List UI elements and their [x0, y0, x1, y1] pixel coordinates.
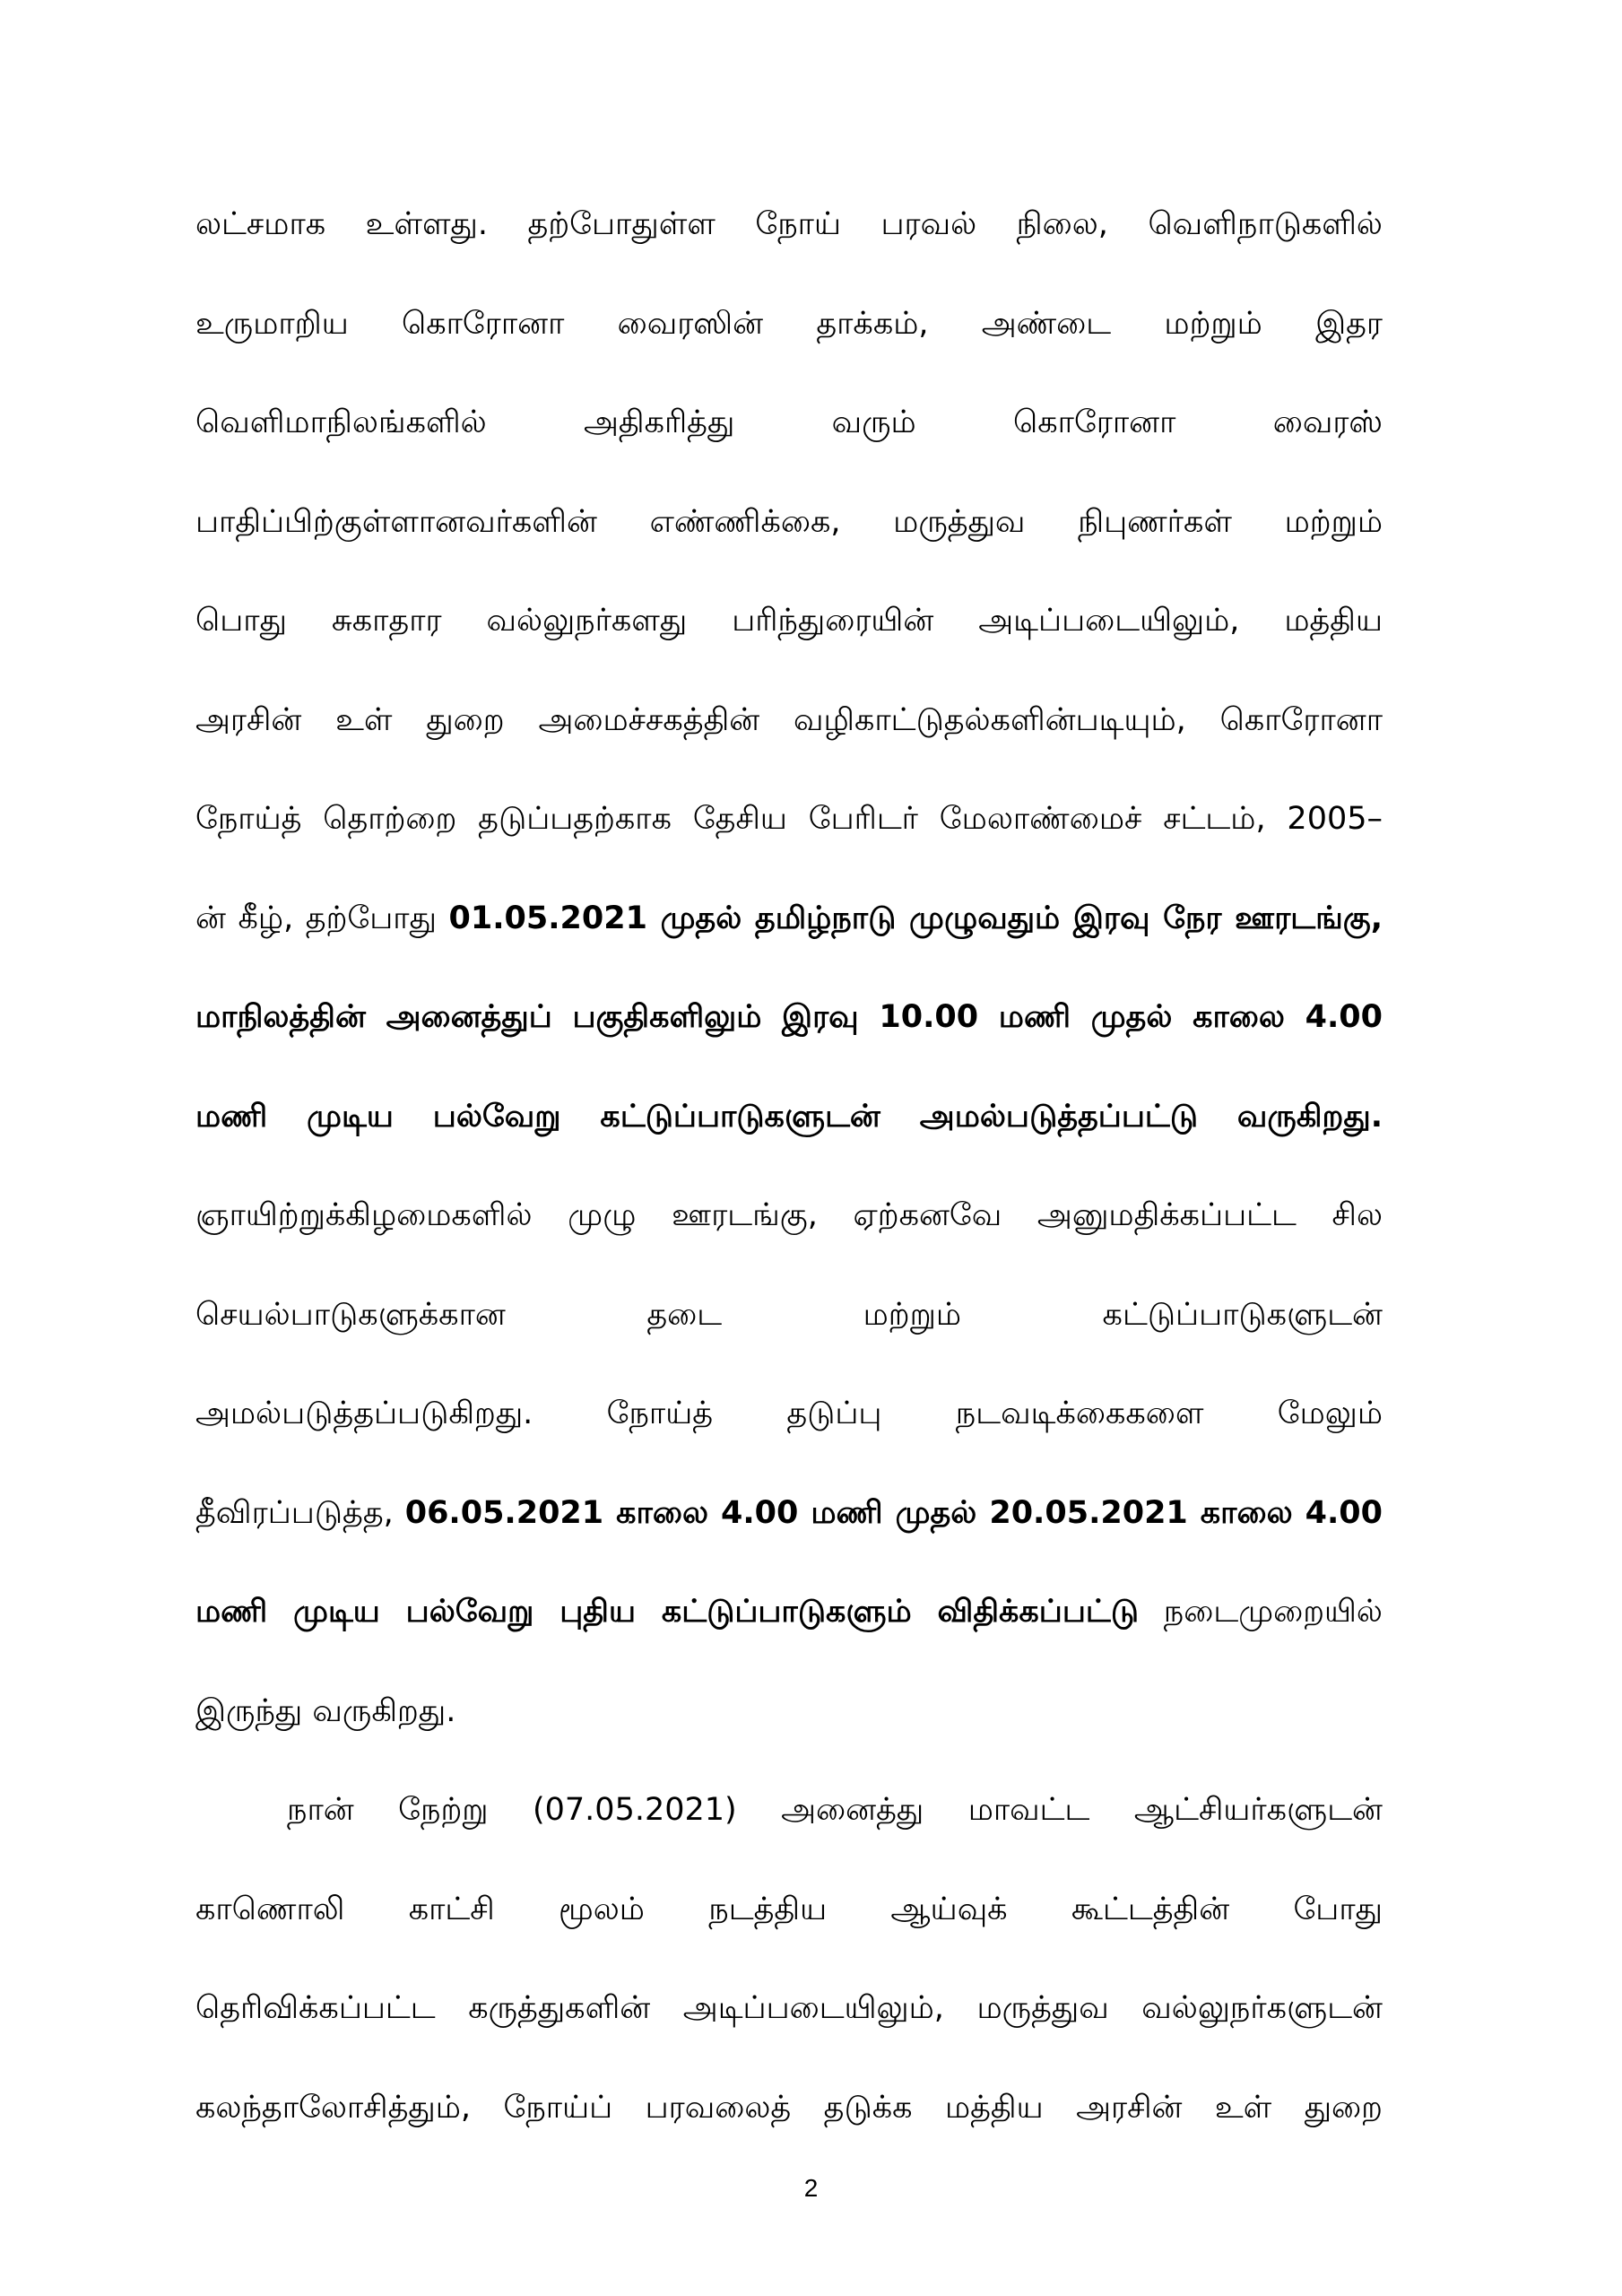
text-line [195, 2072, 1383, 2144]
text-line [195, 783, 1383, 855]
text-run: லட்சமாக உள்ளது. தற்போதுள்ள நோய் பரவல் நிலை, வெளிநாடுகளில் [195, 206, 1383, 242]
text-line [195, 486, 1383, 558]
text-run: கலந்தாலோசித்தும், நோய்ப் பரவலைத் தடுக்க மத்திய அரசின் உள் துறை [195, 2090, 1383, 2126]
bold-text-run: 01.05.2021 முதல் தமிழ்நாடு முழுவதும் இரவு நேர ஊரடங்கு, [448, 900, 1383, 936]
bold-text-run: 06.05.2021 காலை 4.00 மணி முதல் 20.05.2021 காலை 4.00 [404, 1495, 1383, 1531]
page-number: 2 [803, 2174, 819, 2202]
text-run: உருமாறிய கொரோனா வைரஸின் தாக்கம், அண்டை மற்றும் இதர [195, 306, 1383, 342]
text-line [195, 585, 1383, 657]
text-line [195, 1675, 1383, 1747]
text-line [195, 288, 1383, 360]
text-run: அமல்படுத்தப்படுகிறது. நோய்த் தடுப்பு நடவடிக்கைகளை மேலும் [195, 1396, 1383, 1431]
text-line [195, 1081, 1383, 1152]
text-run: வெளிமாநிலங்களில் அதிகரித்து வரும் கொரோனா வைரஸ் [195, 404, 1383, 440]
text-line [195, 981, 1383, 1053]
text-line [195, 387, 1383, 458]
text-line [195, 1378, 1383, 1449]
bold-text-run: மாநிலத்தின் அனைத்துப் பகுதிகளிலும் இரவு 10.00 மணி முதல் காலை 4.00 [195, 999, 1383, 1035]
text-line [195, 883, 1383, 954]
bold-text-run: மணி முடிய பல்வேறு கட்டுப்பாடுகளுடன் அமல்படுத்தப்பட்டு வருகிறது. [195, 1099, 1383, 1135]
text-run: தீவிரப்படுத்த, [195, 1495, 405, 1531]
text-line [195, 1774, 1383, 1846]
text-run: செயல்பாடுகளுக்கான தடை மற்றும் கட்டுப்பாடுகளுடன் [195, 1297, 1383, 1333]
text-line [195, 1279, 1383, 1351]
text-run: பாதிப்பிற்குள்ளானவர்களின் எண்ணிக்கை, மருத்துவ நிபுணர்கள் மற்றும் [195, 504, 1383, 540]
text-line [195, 684, 1383, 756]
text-run: நடைமுறையில் [1138, 1594, 1383, 1630]
text-line [195, 1972, 1383, 2044]
text-run: ஞாயிற்றுக்கிழமைகளில் முழு ஊரடங்கு, ஏற்கனவே அனுமதிக்கப்பட்ட சில [195, 1197, 1383, 1233]
text-run: ன் கீழ், தற்போது [195, 900, 449, 936]
text-line [195, 1874, 1383, 1945]
text-line [195, 1477, 1383, 1549]
text-line [195, 1179, 1383, 1251]
text-run: இருந்து வருகிறது. [195, 1693, 456, 1729]
text-run: தெரிவிக்கப்பட்ட கருத்துகளின் அடிப்படையிலும், மருத்துவ வல்லுநர்களுடன் [195, 1990, 1383, 2026]
text-run: நோய்த் தொற்றை தடுப்பதற்காக தேசிய பேரிடர் மேலாண்மைச் சட்டம், 2005– [195, 801, 1383, 837]
text-run: நான் நேற்று (07.05.2021) அனைத்து மாவட்ட ஆட்சியர்களுடன் [287, 1792, 1383, 1828]
text-line [195, 188, 1383, 260]
text-run: பொது சுகாதார வல்லுநர்களது பரிந்துரையின் அடிப்படையிலும், மத்திய [195, 603, 1383, 639]
text-run: காணொலி காட்சி மூலம் நடத்திய ஆய்வுக் கூட்டத்தின் போது [195, 1892, 1383, 1927]
bold-text-run: மணி முடிய பல்வேறு புதிய கட்டுப்பாடுகளும் விதிக்கப்பட்டு [195, 1594, 1139, 1630]
text-line [195, 1576, 1383, 1648]
text-run: அரசின் உள் துறை அமைச்சகத்தின் வழிகாட்டுதல்களின்படியும், கொரோனா [195, 702, 1383, 738]
